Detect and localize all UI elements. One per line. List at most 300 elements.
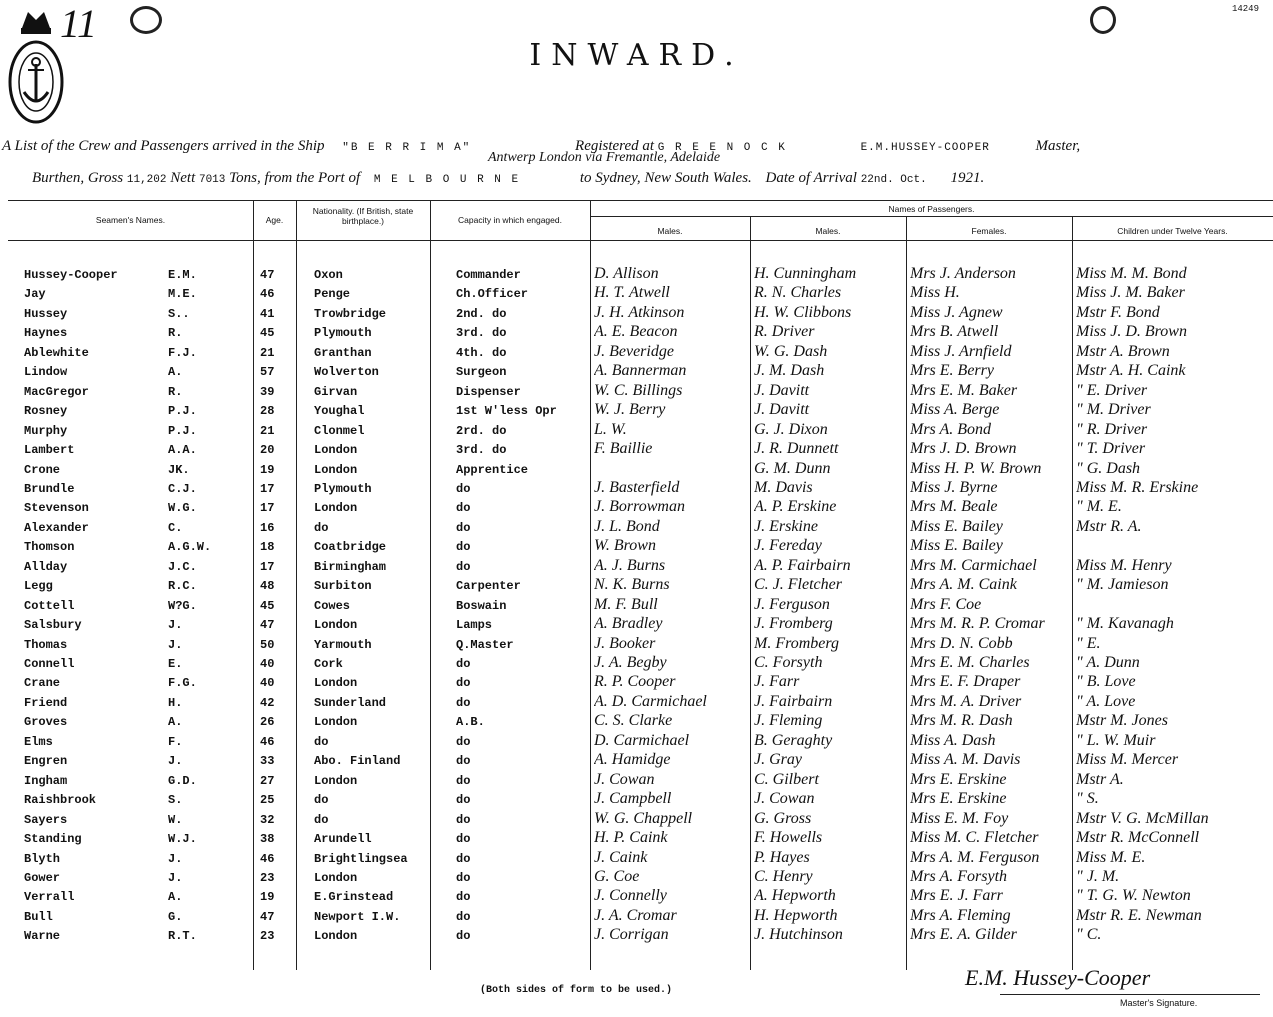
passenger-male-2: J. Ferguson [754,595,830,613]
arrival-date: 22nd. Oct. [860,174,927,186]
crew-initials: P.J. [168,423,197,438]
passenger-female: Miss H. [910,284,960,302]
crew-capacity: 2rd. do [456,423,507,438]
crew-capacity: do [456,909,471,924]
passenger-male-1: J. Connelly [594,887,667,905]
crew-surname: Raishbrook [24,793,97,808]
crew-age: 47 [260,268,275,282]
crew-initials: G.D. [168,773,197,788]
crew-surname: Murphy [24,423,68,438]
ship-name: "B E R R I M A" [342,142,472,154]
passenger-male-1: A. Bannerman [594,362,687,380]
passenger-male-1: G. Coe [594,867,640,885]
col-header-age: Age. [265,215,284,225]
crew-initials: R.T. [168,929,197,944]
crew-capacity: Q.Master [456,637,514,652]
crew-nationality: Youghal [314,404,365,419]
crew-nationality: Plymouth [314,326,372,341]
crew-surname: Ablewhite [24,345,89,360]
crew-nationality: Plymouth [314,481,372,496]
crew-nationality: Cork [314,657,343,671]
crew-capacity: Apprentice [456,462,529,477]
crew-age: 45 [260,326,275,341]
passenger-male-2: R. N. Charles [754,284,842,302]
passenger-female: Miss H. P. W. Brown [910,459,1042,477]
gross-tonnage: 11,202 [126,174,167,186]
crew-surname: Alexander [24,520,89,535]
crew-initials: J.C. [168,559,197,574]
crew-initials: F.G. [168,676,197,691]
crew-initials: S.. [168,306,190,321]
passenger-subheader-rule [590,216,1273,217]
passenger-child: " G. Dash [1076,459,1141,477]
passenger-child: " C. [1076,926,1102,944]
crew-capacity: Ch.Officer [456,287,529,302]
passenger-male-2: A. Hepworth [754,887,836,905]
crew-nationality: Wolverton [314,365,379,380]
passenger-male-2: J. Hutchinson [754,926,843,944]
passenger-female: Mrs E. F. Draper [910,673,1021,691]
crew-age: 50 [260,637,275,652]
crew-initials: P.J. [168,404,197,419]
passenger-female: Miss J. Arnfield [910,342,1012,360]
crew-capacity: do [456,695,471,710]
crew-age: 42 [260,695,275,710]
passenger-female: Mrs A. M. Ferguson [910,848,1040,866]
crew-age: 41 [260,306,275,321]
col-rule [590,200,591,970]
crew-surname: Stevenson [24,501,89,516]
crew-age: 39 [260,384,275,399]
passenger-male-1: N. K. Burns [594,576,670,594]
passenger-male-1: C. S. Clarke [594,712,673,730]
crew-capacity: Lamps [456,618,493,633]
passenger-male-2: J. Fairbairn [754,692,833,710]
crew-initials: J. [168,618,183,633]
passenger-female: Miss A. M. Davis [910,751,1021,769]
crew-surname: Blyth [24,851,61,866]
crew-surname: Sayers [24,812,68,827]
passenger-male-1: H. T. Atwell [594,284,670,302]
crew-nationality: do [314,793,329,808]
crew-nationality: London [314,618,358,633]
col-rule [430,200,431,970]
crew-capacity: do [456,929,471,944]
passenger-male-2: F. Howells [754,829,823,847]
crew-surname: Brundle [24,481,75,496]
passenger-male-2: J. Erskine [754,517,818,535]
crew-age: 28 [260,404,275,419]
punch-hole [1090,6,1116,34]
crew-initials: F.J. [168,345,197,360]
crew-surname: Allday [24,559,68,574]
crew-initials: W. [168,812,183,827]
passenger-male-1: D. Carmichael [594,731,690,749]
nett-tonnage: 7013 [198,174,226,186]
crew-capacity: do [456,734,471,749]
nett-label: Nett [170,170,196,186]
crew-initials: W.J. [168,832,197,847]
crew-age: 25 [260,793,275,808]
passenger-child: Mstr R. McConnell [1076,829,1200,847]
table-top-rule [8,200,1273,201]
crew-surname: Gower [24,870,61,885]
crew-surname: Elms [24,734,53,749]
crew-capacity: do [456,520,471,535]
crew-age: 46 [260,851,275,866]
passenger-male-1: A. E. Beacon [594,323,678,341]
passenger-female: Mrs E. M. Charles [910,654,1030,671]
crew-age: 57 [260,365,275,380]
passenger-male-2: J. Davitt [754,401,810,419]
crew-surname: Rosney [24,404,68,419]
passenger-male-1: J. H. Atkinson [594,303,685,321]
to-label: to Sydney, New South Wales. [579,170,752,186]
passenger-male-2: G. J. Dixon [754,420,828,438]
passenger-male-2: A. P. Fairbairn [754,556,851,574]
crew-capacity: Dispenser [456,384,521,399]
crew-surname: Cottell [24,598,75,613]
passenger-female: Mrs A. Fleming [910,906,1011,924]
passenger-female: Mrs D. N. Cobb [910,634,1013,652]
crew-capacity: Commander [456,268,521,282]
crew-nationality: Newport I.W. [314,909,401,924]
crew-nationality: E.Grinstead [314,890,394,905]
passenger-male-2: J. Fereday [754,537,822,555]
passenger-male-1: J. Beveridge [594,342,674,360]
passenger-male-1: R. P. Cooper [594,673,676,691]
col-rule [1072,216,1073,970]
crew-capacity: Carpenter [456,579,521,594]
passenger-child: " R. Driver [1076,420,1148,438]
crew-surname: Warne [24,929,61,944]
crew-initials: M.E. [168,287,197,302]
crew-surname: Thomas [24,637,68,652]
crew-initials: W?G. [168,598,197,613]
passenger-child: " M. Driver [1076,401,1151,419]
crew-age: 32 [260,812,275,827]
crew-age: 23 [260,870,275,885]
passenger-male-1: F. Baillie [594,440,653,458]
crew-initials: J. [168,851,183,866]
passenger-child: Miss M. E. [1076,848,1146,866]
crew-surname: Lindow [24,365,68,380]
passenger-female: Mrs J. Anderson [910,265,1016,282]
crew-age: 17 [260,559,275,574]
crew-age: 46 [260,287,275,302]
passenger-female: Mrs M. A. Driver [910,692,1022,710]
crew-nationality: London [314,501,358,516]
passenger-male-1: H. P. Caink [594,829,668,847]
crew-capacity: do [456,481,471,496]
col-header-females: Females. [971,226,1007,236]
crew-age: 21 [260,423,275,438]
passenger-female: Mrs M. R. P. Cromar [910,615,1045,633]
passenger-child: Miss M. Mercer [1076,751,1179,769]
crew-initials: E.M. [168,268,197,282]
passenger-female: Miss A. Berge [910,401,1000,419]
crew-age: 18 [260,540,275,555]
passenger-male-1: J. Booker [594,634,656,652]
crew-nationality: Granthan [314,345,372,360]
document-number: 14249 [1231,4,1259,14]
crew-age: 47 [260,909,275,924]
crew-age: 40 [260,657,275,671]
passenger-male-2: M. Fromberg [754,634,840,652]
passenger-child: " E. Driver [1076,381,1148,399]
crew-initials: A.A. [168,443,197,458]
passenger-male-2: P. Hayes [754,848,810,866]
crew-capacity: Boswain [456,598,507,613]
passenger-male-2: C. Gilbert [754,770,819,788]
crew-surname: Salsbury [24,618,82,633]
crew-initials: F. [168,734,183,749]
crew-nationality: London [314,443,358,458]
crew-capacity: Surgeon [456,365,507,380]
passenger-male-2: G. M. Dunn [754,459,831,477]
passenger-female: Mrs E. Berry [910,362,994,380]
crew-initials: R. [168,326,183,341]
passenger-male-1: A. Hamidge [594,751,671,769]
crew-initials: J. [168,754,183,769]
passenger-female: Mrs F. Coe [910,595,982,613]
page-title: INWARD. [529,38,744,73]
crew-nationality: do [314,520,329,535]
punch-hole [130,6,162,34]
crew-age: 26 [260,715,275,730]
crew-initials: A. [168,890,183,905]
crew-surname: Thomson [24,540,75,555]
crew-surname: MacGregor [24,384,89,399]
crew-nationality: do [314,812,329,827]
passenger-male-2: J. R. Dunnett [754,440,839,458]
passenger-female: Mrs A. Bond [910,420,992,438]
crew-capacity: do [456,890,471,905]
table-header-rule [8,240,1273,241]
passenger-female: Miss E. Bailey [910,537,1003,555]
passenger-child: " J. M. [1076,867,1120,885]
passenger-female: Miss J. Byrne [910,478,998,496]
passenger-female: Miss M. C. Fletcher [910,829,1039,847]
crew-initials: G. [168,909,183,924]
passenger-male-1: J. L. Bond [594,517,660,535]
crew-nationality: Cowes [314,598,351,613]
crew-age: 38 [260,832,275,847]
master-label: Master, [1035,138,1081,154]
passenger-male-2: J. Gray [754,751,802,769]
passenger-child: " T. G. W. Newton [1076,887,1191,905]
passenger-male-2: J. Farr [754,673,800,691]
col-rule [296,200,297,970]
passenger-female: Mrs B. Atwell [910,323,999,341]
passenger-male-2: J. Fleming [754,712,823,730]
passenger-male-1: A. J. Burns [594,556,666,574]
crew-surname: Engren [24,754,68,769]
crew-capacity: do [456,793,471,808]
crew-capacity: do [456,851,471,866]
passenger-female: Mrs M. Beale [910,498,998,516]
passenger-child: Mstr F. Bond [1076,303,1160,321]
crew-capacity: do [456,657,471,671]
crew-age: 17 [260,501,275,516]
crew-initials: H. [168,695,183,710]
passenger-male-2: C. Forsyth [754,654,823,671]
crew-nationality: London [314,870,358,885]
passenger-male-2: R. Driver [754,323,815,341]
passenger-male-1: W. J. Berry [594,401,666,419]
crew-surname: Friend [24,695,68,710]
passenger-male-1: J. Caink [594,848,648,866]
passenger-child: Mstr R. A. [1076,517,1142,535]
footer-note: (Both sides of form to be used.) [480,985,673,996]
crew-nationality: Abo. Finland [314,754,401,769]
registered-port: G R E E N O C K [657,142,787,154]
crew-nationality: Girvan [314,384,358,399]
crew-surname: Bull [24,909,53,924]
crew-age: 33 [260,754,275,769]
signature-caption: Master's Signature. [1120,998,1198,1008]
passenger-female: Mrs E. J. Farr [910,887,1003,905]
passenger-female: Miss E. Bailey [910,517,1003,535]
passenger-child: " M. Kavanagh [1076,615,1174,633]
crew-initials: R. [168,384,183,399]
passenger-child: " L. W. Muir [1076,731,1156,749]
passenger-male-2: M. Davis [754,478,813,496]
header-line-2 [32,170,1272,187]
crew-capacity: do [456,812,471,827]
passenger-child: Mstr A. H. Caink [1076,362,1186,380]
passenger-male-2: H. W. Clibbons [754,303,852,321]
crew-capacity: do [456,501,471,516]
crew-nationality: London [314,715,358,730]
crew-surname: Standing [24,832,82,847]
col-header-nationality: Nationality. (If British, state birthplace.) [312,206,414,226]
crew-capacity: 1st W'less Opr [456,404,557,419]
passenger-male-2: J. Fromberg [754,615,833,633]
passenger-child: " E. [1076,634,1101,652]
crew-initials: R.C. [168,579,197,594]
crew-surname: Connell [24,657,75,671]
crew-age: 17 [260,481,275,496]
crew-surname: Groves [24,715,68,730]
col-header-passengers: Names of Passengers. [888,204,975,214]
col-header-capacity: Capacity in which engaged. [458,215,562,225]
crew-surname: Hussey-Cooper [24,268,118,282]
passenger-child: Miss J. D. Brown [1076,323,1187,341]
passenger-female: Mrs E. A. Gilder [910,926,1017,944]
passenger-female: Mrs J. D. Brown [910,440,1017,458]
crew-surname: Jay [24,287,46,302]
passenger-male-2: H. Hepworth [754,906,838,924]
passenger-child: Miss M. Henry [1076,556,1172,574]
passenger-child: " M. E. [1076,498,1122,516]
crew-surname: Lambert [24,443,75,458]
passenger-male-1: J. Borrowman [594,498,685,516]
crew-capacity: 3rd. do [456,443,507,458]
crew-capacity: 4th. do [456,345,507,360]
passenger-male-1: J. A. Cromar [594,906,677,924]
passenger-male-1: M. F. Bull [594,595,658,613]
crew-surname: Crone [24,462,61,477]
master-name: E.M.HUSSEY-COOPER [860,142,990,154]
crew-nationality: Trowbridge [314,306,387,321]
crew-nationality: Oxon [314,268,343,282]
crew-nationality: Penge [314,287,351,302]
passenger-male-1: J. A. Begby [594,654,667,671]
col-rule [253,200,254,970]
passenger-child: " B. Love [1076,673,1136,691]
passenger-male-1: J. Basterfield [594,478,680,496]
crew-nationality: London [314,462,358,477]
tons-label: Tons, from the Port of [229,170,361,186]
crew-age: 19 [260,462,275,477]
crew-nationality: London [314,929,358,944]
crew-nationality: Brightlingsea [314,851,408,866]
crew-initials: A. [168,365,183,380]
crew-initials: J. [168,870,183,885]
crew-nationality: Sunderland [314,695,387,710]
crew-nationality: London [314,773,358,788]
passenger-female: Mrs E. Erskine [910,770,1007,788]
passenger-male-2: G. Gross [754,809,812,827]
crew-nationality: Arundell [314,832,372,847]
passenger-male-2: C. J. Fletcher [754,576,842,594]
passenger-male-1: A. Bradley [594,615,663,633]
burthen-label: Burthen, Gross [32,170,124,186]
route-note: Antwerp London via Fremantle, Adelaide [488,150,721,165]
passenger-child: " A. Love [1076,692,1136,710]
passenger-female: Mrs E. Erskine [910,790,1007,808]
passenger-female: Mrs M. R. Dash [910,712,1013,730]
crew-surname: Legg [24,579,53,594]
passenger-child: " A. Dunn [1076,654,1140,671]
crew-capacity: do [456,773,471,788]
year: 1921. [950,170,985,186]
passenger-female: Mrs A. M. Caink [910,576,1017,594]
passenger-male-1: L. W. [594,420,627,438]
crew-initials: E. [168,657,183,671]
col-header-seamen: Seamen's Names. [95,215,166,225]
passenger-female: Miss J. Agnew [910,303,1003,321]
passenger-male-2: W. G. Dash [754,342,828,360]
passenger-child: Miss J. M. Baker [1076,284,1185,302]
header-prefix: A List of the Crew and Passengers arrived in the Ship [2,138,325,154]
passenger-child: Miss M. R. Erskine [1076,478,1199,496]
crew-nationality: Clonmel [314,423,365,438]
crew-nationality: Coatbridge [314,540,387,555]
passenger-female: Mrs E. M. Baker [910,381,1018,399]
passenger-female: Miss E. M. Foy [910,809,1009,827]
passenger-child: " M. Jamieson [1076,576,1169,594]
passenger-male-1: J. Campbell [594,790,672,808]
crew-capacity: 2nd. do [456,306,507,321]
passenger-male-1: J. Cowan [594,770,655,788]
passenger-male-2: H. Cunningham [754,265,857,282]
crew-surname: Verrall [24,890,75,905]
crew-age: 45 [260,598,275,613]
crew-age: 21 [260,345,275,360]
passenger-child: " T. Driver [1076,440,1146,458]
crew-initials: C. [168,520,183,535]
crew-nationality: Yarmouth [314,637,372,652]
passenger-male-2: J. M. Dash [754,362,825,380]
passenger-female: Miss A. Dash [910,731,996,749]
col-rule [906,216,907,970]
arrival-label: Date of Arrival [765,170,857,186]
crew-initials: A.G.W. [168,540,212,555]
master-signature: E.M. Hussey-Cooper [965,965,1151,990]
passenger-male-1: D. Allison [594,265,659,282]
